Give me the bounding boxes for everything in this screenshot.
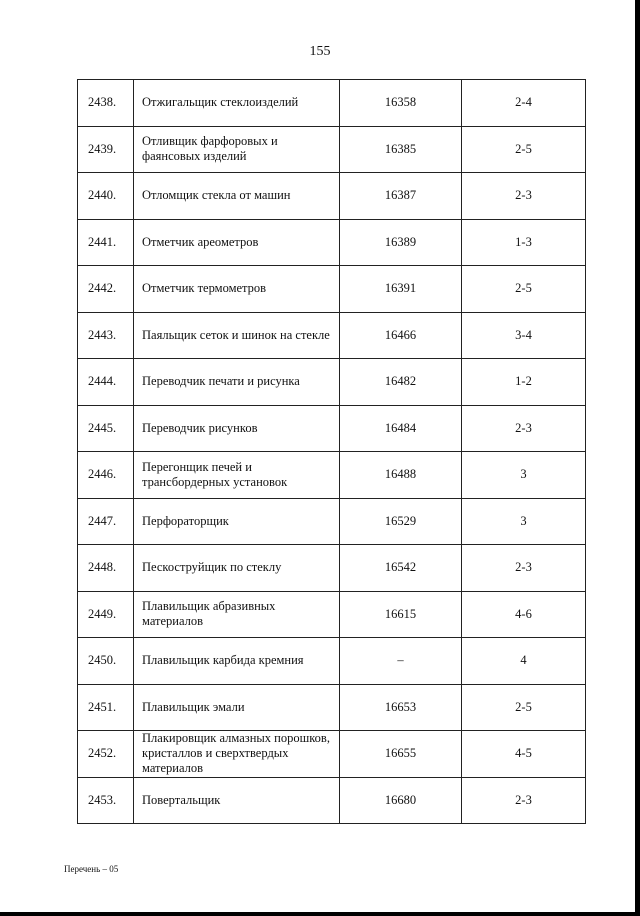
profession-name: Плакировщик алмазных порошков, кристаллов и сверхтвердых материалов xyxy=(134,731,340,778)
grade-range: 3 xyxy=(462,498,586,545)
scan-edge-right xyxy=(635,0,640,916)
row-number: 2448. xyxy=(78,545,134,592)
row-number: 2446. xyxy=(78,452,134,499)
row-number: 2449. xyxy=(78,591,134,638)
profession-code: 16389 xyxy=(340,219,462,266)
profession-code: 16466 xyxy=(340,312,462,359)
table-row xyxy=(78,359,586,406)
grade-range: 2-3 xyxy=(462,405,586,452)
grade-range: 2-3 xyxy=(462,545,586,592)
profession-name: Переводчик печати и рисунка xyxy=(134,359,340,406)
row-number: 2452. xyxy=(78,731,134,778)
row-number: 2451. xyxy=(78,684,134,731)
table-row xyxy=(78,545,586,592)
grade-range: 1-2 xyxy=(462,359,586,406)
row-number: 2445. xyxy=(78,405,134,452)
row-number: 2450. xyxy=(78,638,134,685)
document-footer: Перечень – 05 xyxy=(64,864,119,874)
row-number: 2439. xyxy=(78,126,134,173)
table-row xyxy=(78,731,586,778)
grade-range: 4-6 xyxy=(462,591,586,638)
profession-code: 16655 xyxy=(340,731,462,778)
profession-code: 16653 xyxy=(340,684,462,731)
profession-name: Отжигальщик стеклоизделий xyxy=(134,80,340,127)
profession-name: Паяльщик сеток и шинок на стекле xyxy=(134,312,340,359)
grade-range: 2-5 xyxy=(462,684,586,731)
profession-table-body xyxy=(78,80,586,824)
profession-code: 16385 xyxy=(340,126,462,173)
profession-code: 16615 xyxy=(340,591,462,638)
grade-range: 2-4 xyxy=(462,80,586,127)
table-row xyxy=(78,405,586,452)
grade-range: 3-4 xyxy=(462,312,586,359)
row-number: 2442. xyxy=(78,266,134,313)
table-row xyxy=(78,591,586,638)
profession-code: 16358 xyxy=(340,80,462,127)
profession-name: Плавильщик эмали xyxy=(134,684,340,731)
table-row xyxy=(78,684,586,731)
grade-range: 2-3 xyxy=(462,777,586,824)
scan-edge-bottom xyxy=(0,912,640,916)
grade-range: 2-5 xyxy=(462,266,586,313)
profession-name: Плавильщик карбида кремния xyxy=(134,638,340,685)
profession-code: 16680 xyxy=(340,777,462,824)
row-number: 2447. xyxy=(78,498,134,545)
profession-name: Плавильщик абразивных материалов xyxy=(134,591,340,638)
profession-code: 16542 xyxy=(340,545,462,592)
table-row xyxy=(78,638,586,685)
profession-code: 16484 xyxy=(340,405,462,452)
profession-name: Повертальщик xyxy=(134,777,340,824)
profession-code: 16391 xyxy=(340,266,462,313)
profession-code: 16529 xyxy=(340,498,462,545)
table-row xyxy=(78,312,586,359)
profession-name: Перегонщик печей и трансбордерных установок xyxy=(134,452,340,499)
profession-name: Пескоструйщик по стеклу xyxy=(134,545,340,592)
profession-name: Отломщик стекла от машин xyxy=(134,173,340,220)
row-number: 2443. xyxy=(78,312,134,359)
profession-name: Отметчик ареометров xyxy=(134,219,340,266)
row-number: 2441. xyxy=(78,219,134,266)
grade-range: 3 xyxy=(462,452,586,499)
table-row xyxy=(78,126,586,173)
row-number: 2453. xyxy=(78,777,134,824)
page-number: 155 xyxy=(309,44,331,59)
profession-name: Отметчик термометров xyxy=(134,266,340,313)
profession-code: 16387 xyxy=(340,173,462,220)
table-row xyxy=(78,219,586,266)
table-row xyxy=(78,266,586,313)
table-row xyxy=(78,498,586,545)
table-row xyxy=(78,452,586,499)
profession-code: 16482 xyxy=(340,359,462,406)
row-number: 2438. xyxy=(78,80,134,127)
grade-range: 4-5 xyxy=(462,731,586,778)
grade-range: 2-3 xyxy=(462,173,586,220)
table-row xyxy=(78,777,586,824)
profession-table xyxy=(77,79,586,824)
profession-code: – xyxy=(340,638,462,685)
grade-range: 1-3 xyxy=(462,219,586,266)
table-row xyxy=(78,80,586,127)
profession-name: Переводчик рисунков xyxy=(134,405,340,452)
row-number: 2444. xyxy=(78,359,134,406)
grade-range: 4 xyxy=(462,638,586,685)
profession-name: Перфораторщик xyxy=(134,498,340,545)
table-row xyxy=(78,173,586,220)
row-number: 2440. xyxy=(78,173,134,220)
profession-name: Отливщик фарфоровых и фаянсовых изделий xyxy=(134,126,340,173)
grade-range: 2-5 xyxy=(462,126,586,173)
profession-code: 16488 xyxy=(340,452,462,499)
